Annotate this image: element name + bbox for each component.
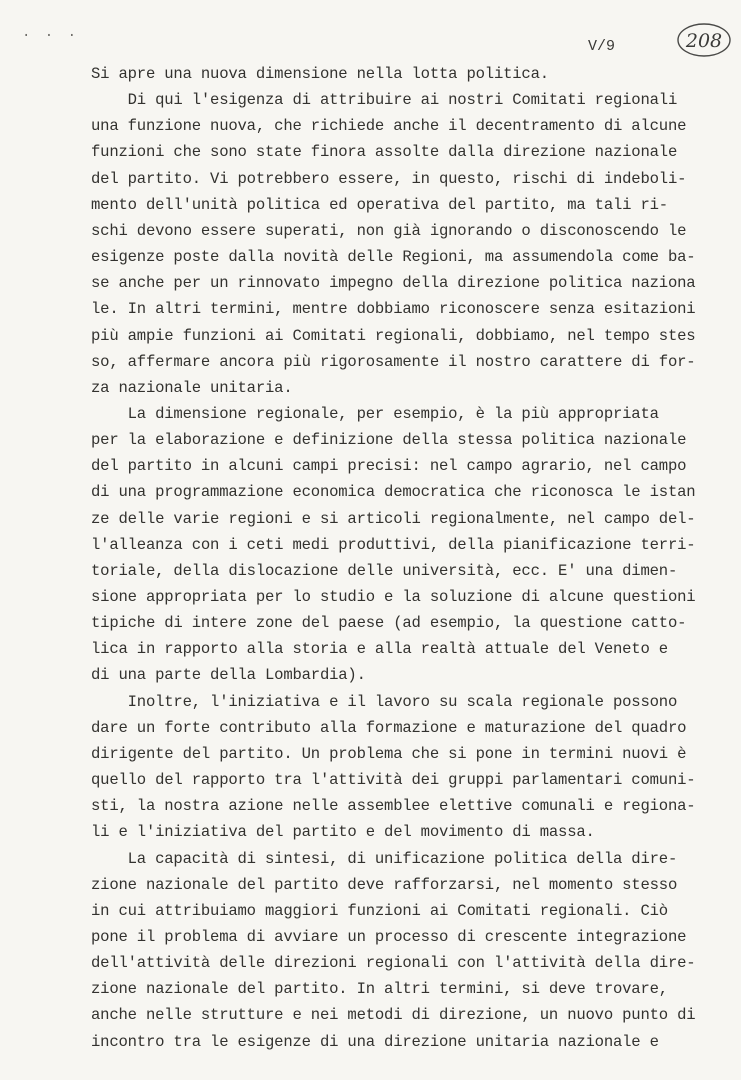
text-line: za nazionale unitaria. xyxy=(91,378,293,397)
text-line: tipiche di intere zone del paese (ad esempio, la questione catto- xyxy=(91,614,687,633)
text-line: funzioni che sono state finora assolte dalla direzione nazionale xyxy=(91,143,678,162)
text-line: per la elaborazione e definizione della stessa politica nazionale xyxy=(91,431,687,450)
text-line: del partito. Vi potrebbero essere, in questo, rischi di indeboli- xyxy=(91,169,687,188)
text-line: schi devono essere superati, non già ignorando o disconoscendo le xyxy=(91,221,687,240)
text-line: esigenze poste dalla novità delle Regioni, ma assumendola come ba- xyxy=(91,248,696,267)
text-line: pone il problema di avviare un processo di crescente integrazione xyxy=(91,927,687,946)
text-line: toriale, della dislocazione delle università, ecc. E' una dimen- xyxy=(91,561,678,580)
text-line: di una parte della Lombardia). xyxy=(91,666,366,685)
text-line: di una programmazione economica democratica che riconosca le istan xyxy=(91,483,696,502)
scan-speck-marks: · · · xyxy=(22,28,80,44)
text-line: l'alleanza con i ceti medi produttivi, della pianificazione terri- xyxy=(91,535,696,554)
text-line: sione appropriata per lo studio e la soluzione di alcune questioni xyxy=(91,588,696,606)
text-line: anche nelle strutture e nei metodi di direzione, un nuovo punto di xyxy=(91,1006,696,1025)
text-line: in cui attribuiamo maggiori funzioni ai Comitati regionali. Ciò xyxy=(91,901,668,920)
text-line: quello del rapporto tra l'attività dei gruppi parlamentari comuni- xyxy=(91,771,696,790)
text-line: ze delle varie regioni e si articoli regionalmente, nel campo del- xyxy=(91,509,696,528)
text-line: lica in rapporto alla storia e alla realtà attuale del Veneto e xyxy=(91,640,668,659)
text-line: li e l'iniziativa del partito e del movimento di massa. xyxy=(91,823,595,842)
text-line: più ampie funzioni ai Comitati regionali, dobbiamo, nel tempo stes xyxy=(91,326,696,345)
text-line: La dimensione regionale, per esempio, è la più appropriata xyxy=(91,404,659,423)
text-line: sti, la nostra azione nelle assemblee elettive comunali e regiona- xyxy=(91,797,696,816)
text-line: Si apre una nuova dimensione nella lotta politica. xyxy=(91,65,549,83)
text-line: incontro tra le esigenze di una direzione unitaria nazionale e xyxy=(91,1032,659,1051)
page-number: V/9 xyxy=(588,38,616,55)
handwritten-page-stamp xyxy=(673,20,733,60)
stamp-number: 208 xyxy=(685,30,723,52)
text-line: Inoltre, l'iniziativa e il lavoro su scala regionale possono xyxy=(91,692,678,711)
text-line: so, affermare ancora più rigorosamente il nostro carattere di for- xyxy=(91,352,696,371)
text-line: dell'attività delle direzioni regionali con l'attività della dire- xyxy=(91,954,696,973)
text-line: del partito in alcuni campi precisi: nel campo agrario, nel campo xyxy=(91,457,687,476)
text-line: La capacità di sintesi, di unificazione politica della dire- xyxy=(91,849,678,868)
text-line: dare un forte contributo alla formazione e maturazione del quadro xyxy=(91,718,687,737)
text-line: se anche per un rinnovato impegno della direzione politica naziona xyxy=(91,274,696,293)
text-line: le. In altri termini, mentre dobbiamo riconoscere senza esitazioni xyxy=(91,300,696,319)
text-line: dirigente del partito. Un problema che si pone in termini nuovi è xyxy=(91,744,687,763)
text-line: una funzione nuova, che richiede anche il decentramento di alcune xyxy=(91,117,687,136)
text-line: zione nazionale del partito. In altri termini, si deve trovare, xyxy=(91,980,668,999)
text-line: zione nazionale del partito deve rafforzarsi, nel momento stesso xyxy=(91,875,678,894)
text-line: mento dell'unità politica ed operativa del partito, ma tali ri- xyxy=(91,195,668,214)
text-line: Di qui l'esigenza di attribuire ai nostri Comitati regionali xyxy=(91,91,678,110)
